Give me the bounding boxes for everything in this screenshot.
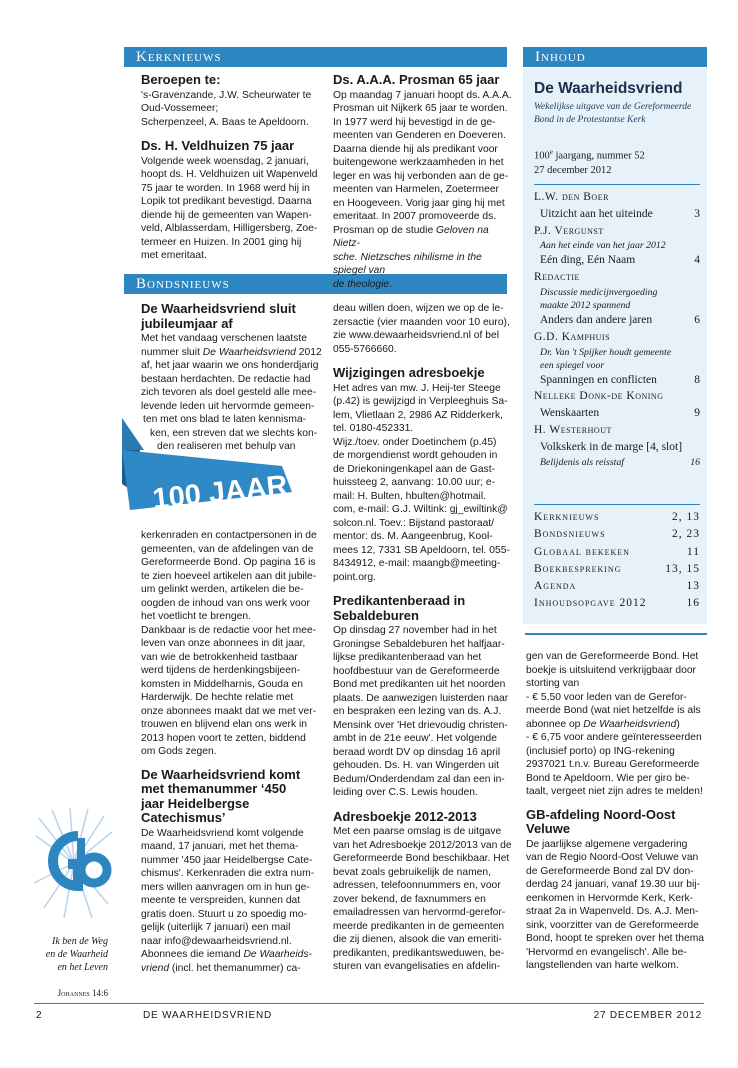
body-text: 's-Gravenzande, J.W. Scheurwater te Oud-Vossemeer; Scherpenzeel, A. Baas te Apeldoorn. <box>141 89 312 128</box>
section-title: Kerknieuws <box>136 49 222 65</box>
toc-article[interactable]: Spanningen en conflicten 8 <box>540 373 700 386</box>
toc-author: L.W. den Boer <box>534 191 609 203</box>
section-title: Inhoud <box>535 49 586 65</box>
footer-rule <box>34 1003 704 1004</box>
heading: GB-afdeling Noord-Oost Veluwe <box>526 806 676 836</box>
toc-category[interactable]: Boekbespreking 13, 15 <box>534 562 700 575</box>
footer-title: DE WAARHEIDSVRIEND <box>143 1010 273 1021</box>
toc-subtitle-line[interactable]: Dr. Van 't Spijker houdt gemeente <box>540 346 672 358</box>
section-bar-kerknieuws <box>124 47 507 67</box>
bible-reference: Johannes 14:6 <box>57 988 108 998</box>
heading: Predikantenberaad in Sebaldeburen <box>333 593 466 623</box>
100-jaar-banner <box>122 410 294 518</box>
toc-category[interactable]: Bondsnieuws 2, 23 <box>534 528 700 541</box>
body-text: Het adres van mw. J. Heij-ter Steege (p.42) is gewijzigd in Verpleeghuis Sa- lem, Vlietlaan 2, 2986 AZ Ridderkerk, tel. 0180-452331. Wijz./toev. onder Doetinchem (p.45) de morgendienst wordt gehouden in de Driekoningenkapel aan de Gast- huissteeg 2, aanvang: 10.00 uur; e- mail: H. Bulten, hbulten@hotmail. com, e-mail: G.J. Wiltink: gj_ewiltink@ solcon.nl. Toev.: Bijstand pastoraat/ mentor: ds. M. Aangeenbrug, Kool- mees 12, 7331 SB Apeldoorn, tel. 055- 8434912, e-mail: maangb@meeting- point.org. <box>333 382 510 583</box>
bondsnieuws-column-1-cont <box>141 529 326 975</box>
section-title: Bondsnieuws <box>136 276 230 292</box>
heading: Ds. A.A.A. Prosman 65 jaar <box>333 72 500 87</box>
toc-issue: 100e jaargang, nummer 52 27 december 2012 <box>534 148 645 176</box>
toc-subtitle-line[interactable]: Aan het einde van het jaar 2012 <box>540 240 666 252</box>
body-text: De jaarlijkse algemene vergadering van de Regio Noord-Oost Veluwe van de Gereformeerde Bond zal DV don- derdag 24 januari, vanaf 19.30 uur bij- eenkomen in Hervormde Kerk, Kerk- straat 2a in Wapenveld. Ds. A.J. Men- sink, voorzitter van de Gereformeerde Bond, hoopt te spreken over het thema 'Hervormd en evangelisch'. Alle be- langstellenden van harte welkom. <box>526 838 705 971</box>
banner-text: 100 JAAR <box>151 469 290 516</box>
toc-category[interactable]: Globaal bekeken 11 <box>534 545 700 558</box>
gb-logo <box>34 808 114 920</box>
toc-subtitle: Wekelijkse uitgave van de Gereformeerde Bond in de Protestantse Kerk <box>534 102 692 125</box>
divider <box>534 184 700 185</box>
body-text: kerkenraden en contactpersonen in de gemeenten, van de afdelingen van de Gereformeerde Bond. Op pagina 16 is te zien hoeveel artikelen aan dit jubile- um gelinkt werden, artikelen die be- oogden de inhoud van ons werk voor het voetlicht te brengen. Dankbaar is de redactie voor het mee- leven van onze abonnees in dit jaar, van wie de betrokkenheid tastbaar werd tijdens de herdenkingsbijeen- komsten in Middelharnis, Gouda en Harderwijk. De hechte relatie met onze abonnees maakt dat we met ver- trouwen en blijvend elan ons werk in 2013 hopen voort te zetten, biddend om Gods zegen. <box>141 530 317 757</box>
body-text: Met een paarse omslag is de uitgave van het Adresboekje 2012/2013 van de Gereformeerde Bond beschikbaar. Het bevat zoals gebruikelijk de namen, adressen, telefoonnummers en, voor zover bekend, de faxnummers en emailadressen van hervormd-gerefor- meerde predikanten in de gemeenten die zij dienen, alsook die van emeriti- predikanten, predikantsweduwen, be- sturen van evangelisaties en afdelin- <box>333 826 512 972</box>
toc-subtitle-line[interactable]: Discussie medicijnvergoeding <box>540 286 658 298</box>
heading: De Waarheidsvriend komt met themanummer ‘450 jaar Heidelbergse Catechismus’ <box>141 766 301 825</box>
toc-author: Nelleke Donk-de Koning <box>534 390 664 403</box>
divider <box>525 633 707 635</box>
toc-subtitle-line[interactable]: een spiegel voor <box>540 359 605 371</box>
heading: Wijzigingen adresboekje <box>333 365 485 380</box>
body-text: Met het vandaag verschenen laatste nummer sluit De Waarheidsvriend 2012 af, het jaar waarin we ons honderdjarig bestaan herdachten. De redactie had zich tevoren als doel gesteld alle mee- levende leden uit hervormde gemeen- ten met ons blad te laten kennisma- ken, een streven dat we slechts kon- den realiseren met behulp van <box>141 333 322 452</box>
body-text: Volgende week woensdag, 2 januari, hoopt ds. H. Veldhuizen uit Wapenveld 75 jaar te worden. In 1968 werd hij in Lopik tot predikant bevestigd. Daarna diende hij de gemeenten van Wapen- veld, Alblasserdam, Hilligersberg, Zoe- termeer en Huizen. In 2001 ging hij met emeritaat. <box>141 155 318 261</box>
toc-subtitle-line[interactable]: maakte 2012 spannend <box>540 299 631 311</box>
heading: Ds. H. Veldhuizen 75 jaar <box>141 138 295 153</box>
body-text: gen van de Gereformeerde Bond. Het boekje is uitsluitend verkrijgbaar door storting van - € 5,50 voor leden van de Gerefor- meerde Bond (wat niet hetzelfde is als abonnee op De Waarheidsvriend) - € 6,75 voor andere geïnteresseerden (inclusief porto) op ING-rekening 2937021 t.n.v. Bureau Gereformeerde Bond te Apeldoorn. Wie per giro be- taalt, vergeet niet zijn adres te melden! <box>526 651 703 797</box>
body-text: Op dinsdag 27 november had in het Groningse Sebaldeburen het halfjaar- lijkse predikantenberaad van het hoofdbestuur van de Gereformeerde Bond met predikanten uit het noorden plaats. De aanwezigen luisterden naar en bespraken een lezing van ds. A.J. Mensink over 'Het drievoudig christen- ambt in de 21e eeuw'. Het volgende beraad wordt DV op dinsdag 16 april gehouden. Ds. H. van Wingerden uit Bedum/Onderdendam zal dan een in- leiding over C.S. Lewis houden. <box>333 625 509 798</box>
toc-title: De Waarheidsvriend <box>534 80 683 97</box>
toc-categories <box>534 509 700 613</box>
toc-article[interactable]: Wenskaarten 9 <box>540 407 700 420</box>
footer-date: 27 DECEMBER 2012 <box>593 1010 702 1021</box>
toc-category[interactable]: Inhoudsopgave 2012 16 <box>534 597 700 610</box>
toc-article[interactable]: Eén ding, Eén Naam 4 <box>540 254 700 267</box>
body-text: deau willen doen, wijzen we op de le- zersactie (vier maanden voor 10 euro), zie www.dewaarheidsvriend.nl of bel 055-5766660. <box>333 303 510 355</box>
toc-author: Redactie <box>534 271 580 284</box>
toc-author: G.D. Kamphuis <box>534 330 611 343</box>
body-text: Op maandag 7 januari hoopt ds. A.A.A. Prosman uit Nijkerk 65 jaar te worden. In 1977 werd hij bevestigd in de ge- meenten van Genderen en Doeveren. Daarna diende hij als predikant voor buitengewone werkzaamheden in het leger en was hij verbonden aan de ge- meenten van Harmelen, Zoetermeer en Hoogeveen. Vorig jaar ging hij met emeritaat. In 2007 promoveerde ds. Prosman op de studie Geloven na Nietz- sche. Nietzsches nihilisme in the spiegel van de theologie. <box>333 89 512 290</box>
kerknieuws-column-1 <box>141 73 321 263</box>
heading: Beroepen te: <box>141 72 221 87</box>
heading: De Waarheidsvriend sluit jubileumjaar af <box>141 301 296 331</box>
toc-subtitle-line[interactable]: Belijdenis als reisstaf 16 <box>540 456 700 468</box>
toc-author: H. Westerhout <box>534 423 612 436</box>
divider <box>534 504 700 505</box>
bondsnieuws-column-2 <box>333 302 513 974</box>
toc-article[interactable]: Anders dan andere jaren 6 <box>540 313 700 326</box>
kerknieuws-column-2 <box>333 73 513 291</box>
section-bar-inhoud <box>523 47 707 67</box>
toc-entries <box>534 189 700 469</box>
heading: Adresboekje 2012-2013 <box>333 808 477 824</box>
toc-category[interactable]: Kerknieuws 2, 13 <box>534 511 700 523</box>
toc-category[interactable]: Agenda 13 <box>534 580 700 593</box>
toc-article[interactable]: Uitzicht aan het uiteinde 3 <box>540 207 700 220</box>
bondsnieuws-column-3 <box>526 650 708 973</box>
toc-author: P.J. Vergunst <box>534 224 604 237</box>
body-text: De Waarheidsvriend komt volgende maand, 17 januari, met het thema- nummer '450 jaar Heidelbergse Cate- chismus'. Kerkenraden die extra num- mers willen aanvragen om in hun ge- meente te verspreiden, kunnen dat gratis doen. Stuurt u zo spoedig mo- gelijk (uiterlijk 7 januari) een mail naar info@dewaarheidsvriend.nl. Abonnees die iemand De Waarheids- vriend (incl. het themanummer) ca- <box>141 827 315 974</box>
page-number: 2 <box>36 1010 43 1021</box>
toc-article[interactable]: Volkskerk in de marge [4, slot] <box>540 440 683 453</box>
bible-quote: Ik ben de Weg en de Waarheid en het Leven <box>45 936 108 973</box>
